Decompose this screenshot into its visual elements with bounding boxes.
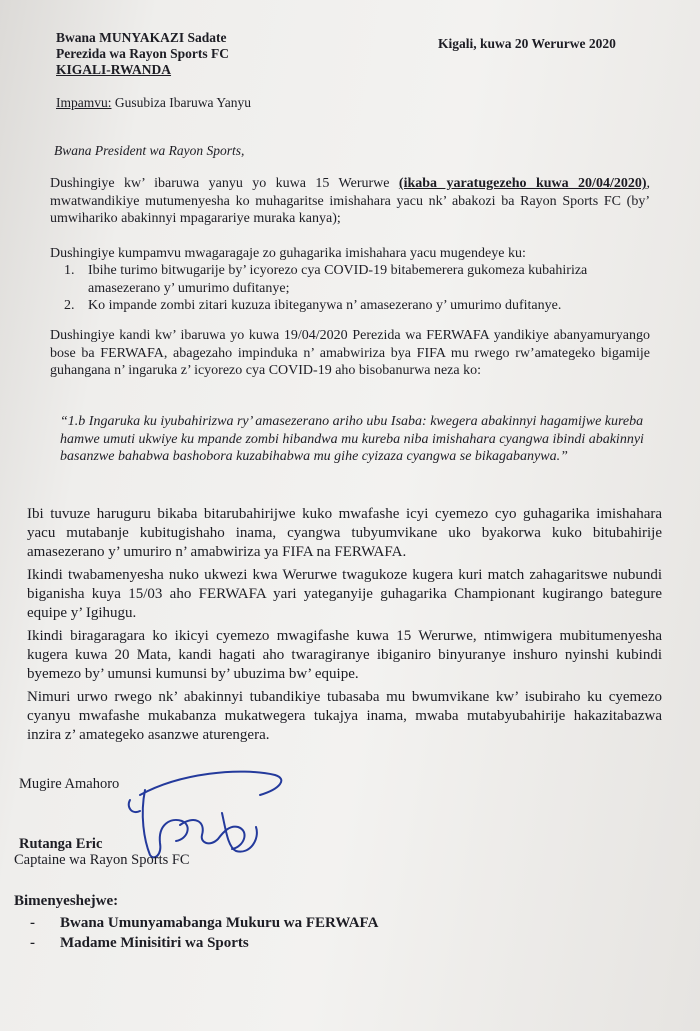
list-item [62,297,652,315]
signatory-title: Captaine wa Rayon Sports FC [14,852,190,868]
cc-dash: - [30,935,35,951]
fifa-quote: “1.b Ingaruka ku iyubahirizwa ry’ amasezerano ariho ubu Isaba: kwegera abakinnyi hagamijwe kureba hamwe umuti ukwiye ku mpande zombi hibandwa mu kureba niba imishahara cyangwa ibindi abakinnyi basanzwe bahabwa bashobora kuzabihabwa mu gihe cyizaza cyangwa se bikagabanywa.” [60,414,644,464]
paragraph-3: Dushingiye kandi kw’ ibaruwa yo kuwa 19/04/2020 Perezida wa FERWAFA yandikiye abanyamuryango bose ba FERWAFA, abagezaho impinduka n’ amabwiriza bya FIFA mu rwego rw’amategeko bigamije guhangana n’ ingaruka z’ icyorezo cya COVID-19 aho bisobanurwa neza ko: [50,328,650,378]
signatory-name: Rutanga Eric [19,836,103,852]
greeting: Bwana President wa Rayon Sports, [54,143,245,158]
list-item-number: 1. [64,263,75,278]
sender-location: KIGALI-RWANDA [56,62,172,77]
cc-dash: - [30,915,35,931]
paragraph-5: Ikindi twabamenyesha nuko ukwezi kwa Werurwe twagukoze kugera kuri match zahagaritswe nubundi biganisha kuya 15/03 aho FERWAFA yari yateganyije guhagarika Championant kugirango bategure equipe y’ Igihugu. [27,567,662,621]
subject-label: Impamvu: [56,95,112,110]
reasons-list [62,262,652,315]
sender-role: Perezida wa Rayon Sports FC [56,46,229,61]
cc-recipient: Bwana Umunyamabanga Mukuru wa FERWAFA [60,915,379,931]
list-item [30,933,378,953]
sender-block [56,30,229,78]
paragraph-1-emphasis: (ikaba yaratugezeho kuwa 20/04/2020) [398,176,647,191]
subject-line [56,95,251,111]
paragraph-1-after: , mwatwandikiye mutumenyesha ko muhagaritse imishahara yacu nk’ abakozi ba Rayon Sports FC (by’ umwihariko abakinnyi mpagarariye muraka kanya); [50,176,650,226]
paragraph-6: Ikindi biragaragara ko ikicyi cyemezo mwagifashe kuwa 15 Werurwe, ntimwigera mubitumenyesha kugera kuwa 20 Mata, kandi hagati aho twaragiranye ibiganiro binyuranye inshuro nyinshi kubindi byemezo by’ umunsi kumunsi by’ ubuzima bw’ equipe. [27,628,662,682]
paragraph-1-before: Dushingiye kw’ ibaruwa yanyu yo kuwa 15 Werurwe [50,176,399,191]
subject-text: Gusubiza Ibaruwa Yanyu [114,95,251,110]
list-item-number: 2. [64,298,75,313]
list-item-text: Ibihe turimo bitwugarije by’ icyorezo cya COVID-19 bitabemerera gukomeza kubahiriza amasezerano y’ umurimo dufitanye; [88,263,588,296]
list-item [30,913,378,933]
paragraph-2-intro: Dushingiye kumpamvu mwagaragaje zo guhagarika imishahara yacu mugendeye ku: [50,246,526,261]
cc-title: Bimenyeshejwe: [14,893,119,909]
closing: Mugire Amahoro [19,776,120,792]
handwritten-signature [110,755,290,865]
sender-name: Bwana MUNYAKAZI Sadate [56,30,227,45]
paragraph-1 [50,175,650,228]
list-item [62,262,652,297]
cc-list [30,913,378,953]
paragraph-4: Ibi tuvuze haruguru bikaba bitarubahirijwe kuko mwafashe icyi cyemezo cyo guhagarika imishahara yacu mutabanje kubitugishaho inama, cyangwa tubyumvikane uko byakorwa kuko bitubahirije amasezerano y’ umuriro n’ amabwiriza ya FIFA na FERWAFA. [27,506,662,560]
paragraph-7: Nimuri urwo rwego nk’ abakinnyi tubandikiye tubasaba mu bwumvikane kw’ isubiraho ku cyemezo cyanyu mwafashe mukabanza mukatwegera tukajya inama, mwaba mutabyubahirije hakazitabazwa inzira z’ amategeko asanzwe aturengera. [27,689,662,743]
cc-recipient: Madame Minisitiri wa Sports [60,935,249,951]
list-item-text: Ko impande zombi zitari kuzuza ibiteganywa n’ amasezerano y’ umurimo dufitanye. [88,298,562,313]
letter-date: Kigali, kuwa 20 Werurwe 2020 [438,36,616,51]
